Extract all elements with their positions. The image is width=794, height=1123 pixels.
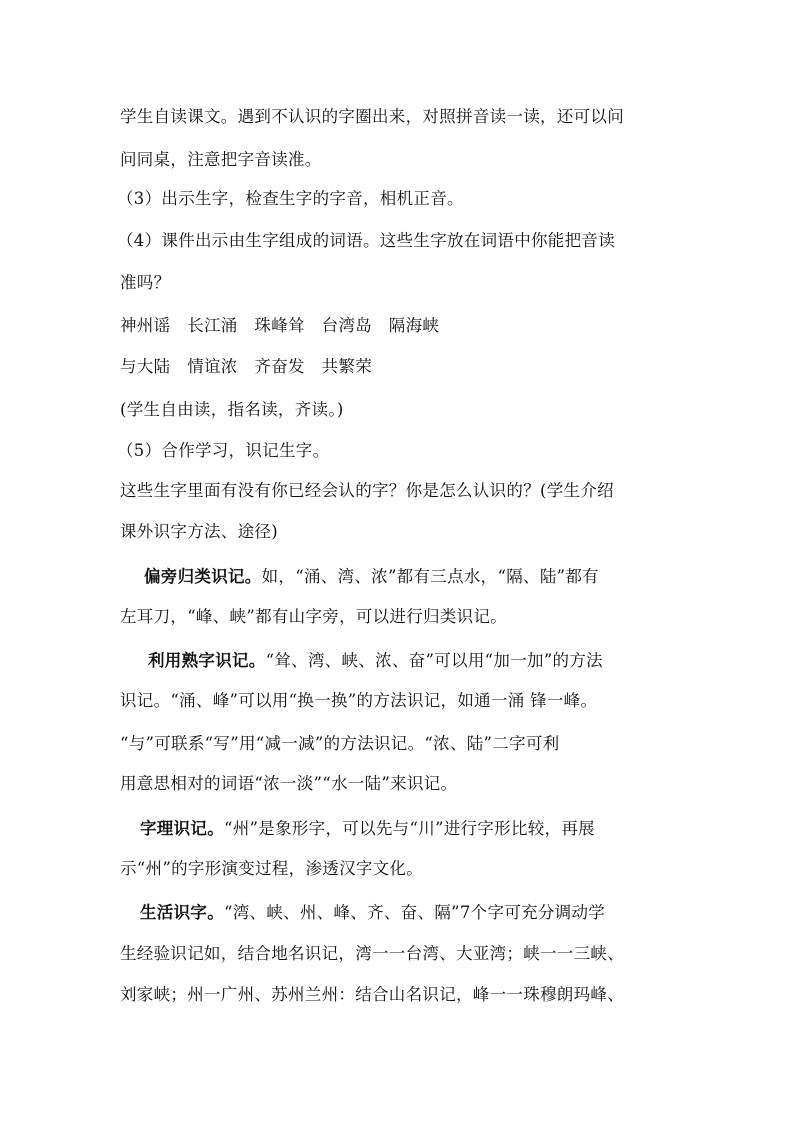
line-text: 准吗？	[120, 273, 171, 292]
line-text: （3）出示生字，检查生字的字音，相机正音。	[117, 189, 464, 208]
text-line-9	[117, 440, 329, 462]
section-heading: 字理识记。	[140, 819, 224, 838]
paragraph-life-chars	[140, 902, 605, 924]
line-text: 学生自读课文。遇到不认识的字圈出来，对照拼音读一读，还可以问	[120, 107, 624, 126]
line-text: （5）合作学习，识记生字。	[117, 441, 330, 460]
line-text: （4）课件出示由生字组成的词语。这些生字放在词语中你能把音读	[117, 231, 615, 250]
line-text: 示“州”的字形演变过程，渗透汉字文化。	[120, 859, 424, 878]
text-line-5	[120, 272, 170, 294]
text-line-16	[120, 733, 559, 755]
paragraph-familiar-chars	[148, 650, 603, 672]
line-text: “耸、湾、峡、浓、奋”可以用“加一加”的方法	[265, 651, 603, 670]
text-line-15	[120, 690, 597, 712]
line-text: (学生自由读，指名读，齐读。)	[120, 400, 344, 419]
word-list-line-1	[120, 315, 439, 337]
paragraph-radical	[144, 566, 599, 588]
text-line-8	[120, 399, 344, 421]
line-text: “州”是象形字，可以先与“川”进行字形比较，再展	[224, 819, 595, 838]
text-line-17	[120, 773, 457, 795]
text-line-2	[120, 149, 322, 171]
text-line-1	[120, 106, 624, 128]
line-text: 神州谣 长江涌 珠峰耸 台湾岛 隔海峡	[120, 316, 440, 335]
line-text: 课外识字方法、途径)	[120, 522, 278, 541]
text-line-4	[117, 230, 615, 252]
text-line-19	[120, 858, 423, 880]
line-text: 问同桌，注意把字音读准。	[120, 150, 322, 169]
text-line-11	[120, 521, 278, 543]
line-text: 左耳刀，“峰、峡”都有山字旁，可以进行归类识记。	[120, 607, 508, 626]
paragraph-char-logic	[140, 818, 595, 840]
text-line-3	[117, 188, 464, 210]
line-text: “与”可联系“写”用“减一减”的方法识记。“浓、陆”二字可利	[120, 734, 560, 753]
section-heading: 生活识字。	[140, 903, 224, 922]
line-text: 生经验识记如，结合地名识记，湾一一台湾、大亚湾；峡一一三峡、	[120, 944, 624, 963]
word-list-line-2	[120, 356, 372, 378]
text-line-13	[120, 606, 507, 628]
text-line-22	[120, 984, 624, 1006]
section-heading: 偏旁归类识记。	[144, 567, 262, 586]
line-text: 与大陆 情谊浓 齐奋发 共繁荣	[120, 357, 372, 376]
text-line-21	[120, 943, 624, 965]
line-text: 用意思相对的词语“浓一淡”“水一陆”来识记。	[120, 774, 458, 793]
line-text: 刘家峡；州一广州、苏州兰州：结合山名识记，峰一一珠穆朗玛峰、	[120, 985, 624, 1004]
line-text: 这些生字里面有没有你已经会认的字？你是怎么认识的？(学生介绍	[120, 481, 614, 500]
line-text: 识记。“涌、峰”可以用“换一换”的方法识记，如通一涌 锋一峰。	[120, 691, 598, 710]
line-text: “湾、峡、州、峰、齐、奋、隔”7个字可充分调动学	[224, 903, 606, 922]
line-text: 如，“涌、湾、浓”都有三点水，“隔、陆”都有	[261, 567, 599, 586]
text-line-10	[120, 480, 614, 502]
section-heading: 利用熟字识记。	[148, 651, 266, 670]
